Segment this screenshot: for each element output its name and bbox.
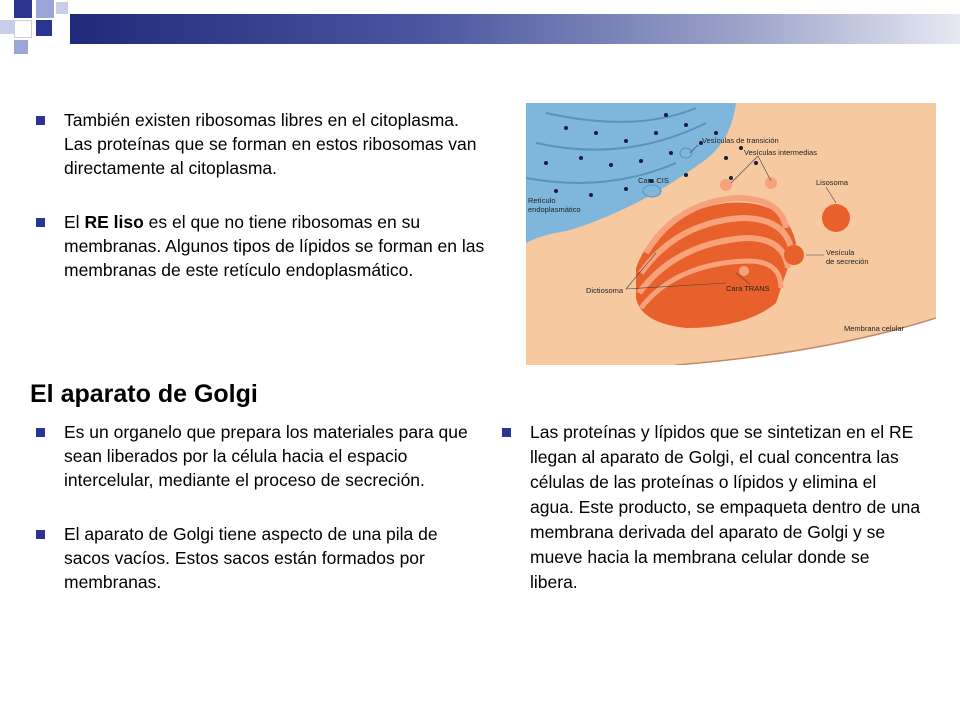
- secretion-vesicle: [784, 245, 804, 265]
- label-vesiculas-intermedias: Vesículas intermedias: [744, 148, 817, 157]
- square-bullet-icon: [36, 530, 45, 539]
- list-item: [496, 420, 921, 595]
- label-membrana-celular: Membrana celular: [844, 324, 905, 333]
- bullet-text-post: es el que no tiene ribosomas en su membranas. Algunos tipos de lípidos se forman en las membranas de este retículo endoplasmático.: [64, 212, 485, 280]
- list-item: [30, 210, 485, 282]
- bullet-text: Las proteínas y lípidos que se sintetizan en el RE llegan al aparato de Golgi, el cual concentra las células de las proteínas o lípidos y elimina el agua. Este producto, se empaqueta dentro de una membrana derivada del aparato de Golgi y se mueve hacia la membrana celular donde se libera.: [530, 422, 921, 592]
- square-bullet-icon: [36, 218, 45, 227]
- decor-square: [14, 20, 32, 38]
- square-bullet-icon: [36, 428, 45, 437]
- right-bullet-list: [496, 420, 921, 625]
- decor-square: [36, 20, 52, 36]
- decor-square: [0, 20, 14, 34]
- label-reticulo-endoplasmatico: endoplasmático: [528, 205, 581, 214]
- intermediate-vesicle: [720, 179, 732, 191]
- bullet-text-pre: El: [64, 212, 85, 232]
- list-item: [30, 522, 485, 594]
- list-item: [30, 420, 485, 492]
- square-bullet-icon: [502, 428, 511, 437]
- label-cara-trans: Cara TRANS: [726, 284, 770, 293]
- label-lisosoma: Lisosoma: [816, 178, 849, 187]
- label-vesiculas-transicion: Vesículas de transición: [702, 136, 779, 145]
- bullet-text: El aparato de Golgi tiene aspecto de una pila de sacos vacíos. Estos sacos están formados por membranas.: [64, 524, 438, 592]
- bullet-text: También existen ribosomas libres en el citoplasma. Las proteínas que se forman en estos ribosomas van directamente al citoplasma.: [64, 110, 477, 178]
- decor-square: [56, 2, 68, 14]
- label-dictiosoma: Dictiosoma: [586, 286, 624, 295]
- decor-square: [14, 0, 32, 18]
- label-vesicula: Vesícula: [826, 248, 855, 257]
- bullet-text: Es un organelo que prepara los materiales para que sean liberados por la célula hacia el espacio intercelular, mediante el proceso de secreción.: [64, 422, 468, 490]
- square-bullet-icon: [36, 116, 45, 125]
- lysosome: [822, 204, 850, 232]
- top-bullet-list: [30, 108, 485, 312]
- decor-square: [14, 40, 28, 54]
- header-gradient-band: [70, 14, 960, 44]
- decor-square: [36, 0, 54, 18]
- bullet-text-bold: RE liso: [84, 212, 144, 232]
- label-reticulo: Retículo: [528, 196, 556, 205]
- bottom-bullet-list: [30, 420, 485, 624]
- label-vesicula-secrecion: de secreción: [826, 257, 869, 266]
- transition-vesicle: [643, 185, 661, 197]
- label-cara-cis: Cara CIS: [638, 176, 669, 185]
- list-item: [30, 108, 485, 180]
- intermediate-vesicle: [765, 177, 777, 189]
- intermediate-vesicle: [739, 266, 749, 276]
- golgi-illustration: [526, 103, 936, 365]
- section-title: El aparato de Golgi: [30, 380, 258, 408]
